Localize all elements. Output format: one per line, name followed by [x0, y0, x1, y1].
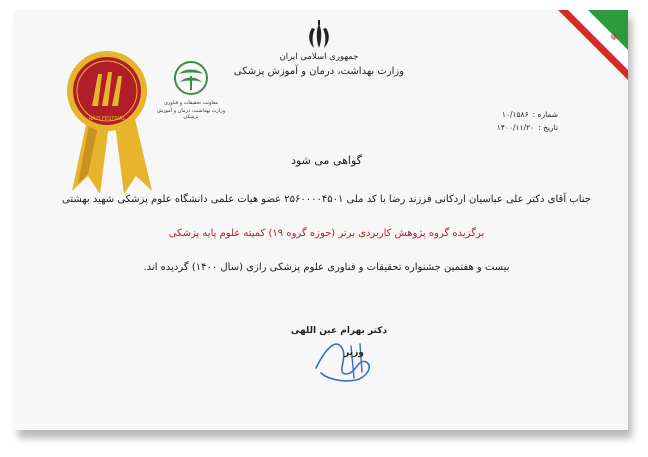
date-label: تاریخ :: [538, 123, 558, 132]
body-line-1: جناب آقای دکتر علی عباسیان اردکانی فرزند رضا با کد ملی ۲۵۶۰۰۰۰۴۵۰۱ عضو هیات علمی دانشگاه علوم پزشکی شهید بهشتی: [62, 194, 591, 205]
certificate: [14, 10, 628, 430]
festival-rosette-seal: [52, 46, 162, 196]
body-line-3: بیست و هفتمین جشنواره تحقیقات و فناوری علوم پزشکی رازی (سال ۱۴۰۰) گردیده اند.: [143, 262, 510, 273]
meta-number: [418, 110, 558, 119]
rosette-label: RAZI FESTIVAL: [88, 116, 126, 122]
signatory-title: وزیر: [344, 348, 364, 358]
flag-corner: [558, 10, 628, 80]
org-line2: وزارت بهداشت، درمان و آموزش پزشکی: [156, 108, 226, 120]
header-ministry: وزارت بهداشت، درمان و آموزش پزشکی: [233, 66, 405, 77]
org-line1: معاونت تحقیقات و فناوری: [163, 100, 219, 106]
number-value: ۱۰/۱۵۸۶: [501, 110, 529, 119]
signatory-name: دکتر بهرام عین اللهی: [290, 326, 388, 336]
number-label: شماره :: [532, 110, 558, 119]
date-value: ۱۴۰۰/۱۱/۲۰: [496, 123, 535, 132]
certificate-title: گواهی می شود: [291, 154, 362, 167]
signature-image: [296, 328, 396, 388]
meta-date: [418, 123, 558, 132]
body-line-2: برگزیده گروه پژوهش کاربردی برتر (حوزه گروه ۱۹) کمیته علوم پایه پزشکی: [168, 228, 485, 239]
iran-emblem-icon: [304, 20, 334, 52]
svg-text:☫: ☫: [610, 33, 619, 43]
header-republic: جمهوری اسلامی ایران: [279, 52, 359, 62]
